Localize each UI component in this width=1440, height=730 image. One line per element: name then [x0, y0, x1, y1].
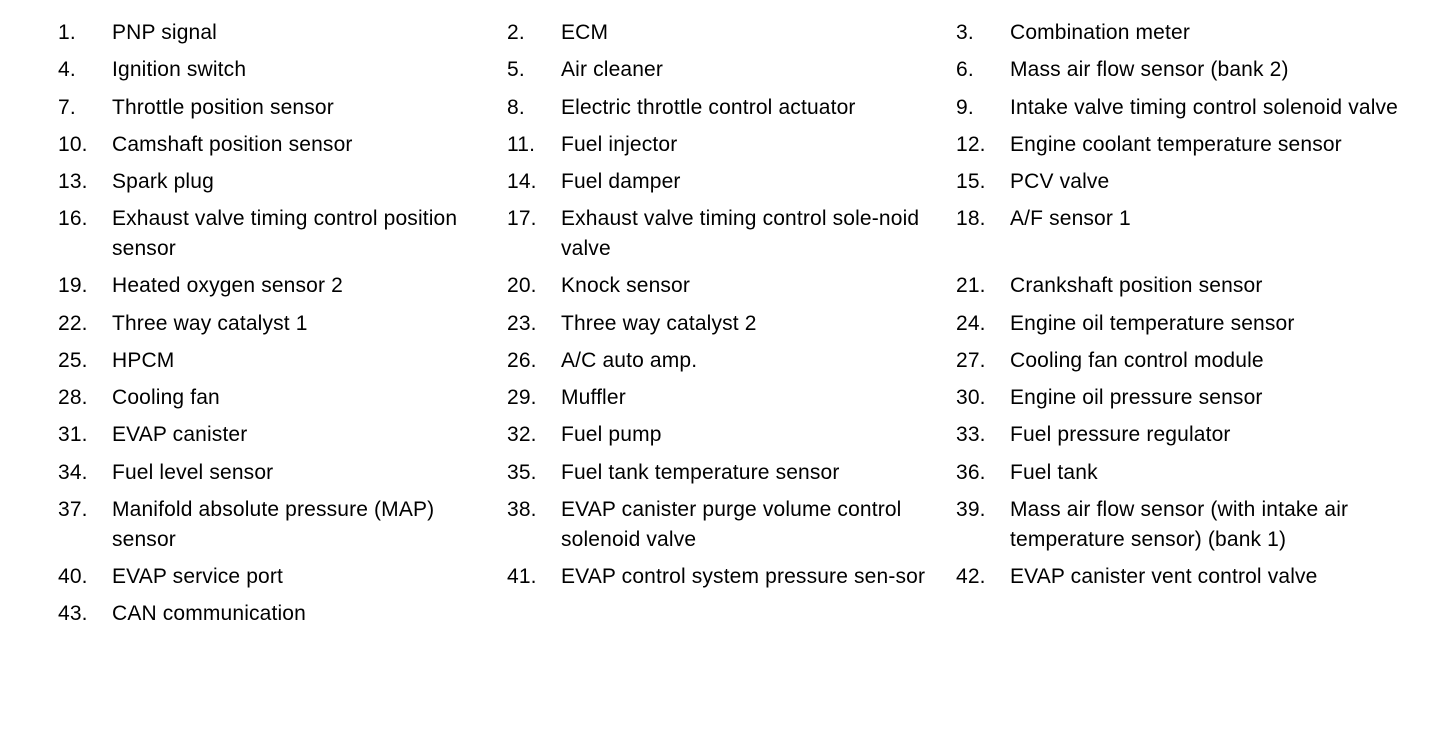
legend-item-label: Spark plug: [112, 170, 214, 194]
legend-item-number: 42.: [956, 564, 986, 588]
legend-item-number: 10.: [58, 132, 88, 156]
legend-item-number: 24.: [956, 311, 986, 335]
legend-item-label: Three way catalyst 1: [112, 311, 308, 335]
legend-item-number: 16.: [58, 207, 88, 231]
legend-item-label: Exhaust valve timing control position sensor: [112, 207, 458, 260]
legend-item-label: Air cleaner: [561, 58, 664, 82]
legend-item-number: 29.: [507, 386, 537, 410]
legend-item-label: A/C auto amp.: [561, 348, 698, 372]
legend-item-number: 31.: [58, 423, 88, 447]
legend-item-label: HPCM: [112, 348, 175, 372]
legend-item: [507, 495, 956, 562]
legend-item-label: PCV valve: [1010, 170, 1110, 194]
legend-item-label: Engine oil pressure sensor: [1010, 386, 1263, 410]
legend-item: [507, 167, 956, 204]
legend-item: [58, 167, 507, 204]
legend-item-number: 25.: [58, 348, 88, 372]
legend-item-number: 2.: [507, 21, 525, 44]
legend-item: [507, 383, 956, 420]
legend-item: [956, 167, 1420, 204]
legend-item-number: 17.: [507, 207, 537, 231]
legend-item-number: 11.: [507, 132, 536, 156]
legend-item-number: 36.: [956, 460, 986, 484]
legend-item-number: 6.: [956, 58, 974, 82]
legend-item-label: Manifold absolute pressure (MAP) sensor: [112, 498, 435, 551]
legend-item: [58, 93, 507, 130]
legend-item: [507, 204, 956, 271]
legend-item-number: 8.: [507, 95, 525, 119]
legend-item-number: 13.: [58, 170, 88, 194]
legend-item-number: 4.: [58, 58, 76, 82]
legend-item: [956, 18, 1420, 55]
legend-item-number: 23.: [507, 311, 537, 335]
legend-item-number: 32.: [507, 423, 537, 447]
legend-item-label: Fuel damper: [561, 170, 681, 194]
legend-item: [956, 420, 1420, 457]
legend-item: [58, 383, 507, 420]
legend-item-label: EVAP service port: [112, 564, 284, 588]
legend-item: [507, 420, 956, 457]
legend-item: [956, 458, 1420, 495]
legend-item: [956, 495, 1420, 562]
legend-item-label: Combination meter: [1010, 21, 1190, 44]
legend-item-number: 7.: [58, 95, 76, 119]
legend-item-number: 30.: [956, 386, 986, 410]
legend-item: [507, 346, 956, 383]
legend-item-label: Fuel tank: [1010, 460, 1098, 484]
legend-item: [58, 420, 507, 457]
legend-item-number: 18.: [956, 207, 986, 231]
legend-item-number: 38.: [507, 498, 537, 522]
legend-item: [956, 55, 1420, 92]
legend-item: [58, 309, 507, 346]
legend-item: [507, 458, 956, 495]
legend-item: [507, 271, 956, 308]
legend-item: [507, 93, 956, 130]
legend-item: [956, 346, 1420, 383]
legend-item-number: 20.: [507, 274, 537, 298]
legend-item: [956, 309, 1420, 346]
legend-item-number: 39.: [956, 498, 986, 522]
legend-item-label: Intake valve timing control solenoid valve: [1010, 95, 1399, 119]
legend-item-label: Fuel injector: [561, 132, 678, 156]
legend-item: [58, 562, 507, 599]
legend-item-number: 40.: [58, 564, 88, 588]
legend-item-number: 3.: [956, 21, 974, 44]
legend-item-label: ECM: [561, 21, 609, 44]
legend-item: [956, 130, 1420, 167]
legend-item-label: Heated oxygen sensor 2: [112, 274, 343, 298]
legend-item-number: 41.: [507, 564, 537, 588]
legend-item-label: Engine coolant temperature sensor: [1010, 132, 1342, 156]
legend-item: [58, 130, 507, 167]
legend-item: [956, 562, 1420, 599]
legend-item: [58, 346, 507, 383]
legend-item-label: EVAP canister vent control valve: [1010, 564, 1318, 588]
legend-item-number: 35.: [507, 460, 537, 484]
legend-item-label: PNP signal: [112, 21, 218, 44]
legend-item-label: Mass air flow sensor (bank 2): [1010, 58, 1289, 82]
legend-item-label: Mass air flow sensor (with intake air temperature sensor) (bank 1): [1010, 498, 1349, 551]
legend-item: [507, 562, 956, 599]
legend-item-number: 14.: [507, 170, 537, 194]
legend-item: [956, 271, 1420, 308]
legend-item-number: 37.: [58, 498, 88, 522]
legend-item-number: 12.: [956, 132, 986, 156]
legend-item-number: 21.: [956, 274, 986, 298]
legend-item: [956, 383, 1420, 420]
legend-item-label: Knock sensor: [561, 274, 691, 298]
legend-item: [507, 55, 956, 92]
legend-item-label: CAN communication: [112, 602, 306, 626]
legend-item-label: Cooling fan control module: [1010, 348, 1264, 372]
legend-item-number: 26.: [507, 348, 537, 372]
legend-item-label: EVAP canister purge volume control solenoid valve: [561, 498, 902, 551]
legend-item-label: Throttle position sensor: [112, 95, 334, 119]
legend-item-number: 1.: [58, 21, 76, 44]
legend-item: [956, 204, 1420, 271]
component-legend: [58, 18, 1420, 636]
legend-item-label: Exhaust valve timing control sole-noid valve: [561, 207, 920, 260]
legend-item-number: 5.: [507, 58, 525, 82]
legend-item-number: 9.: [956, 95, 974, 119]
legend-item: [507, 18, 956, 55]
legend-item: [58, 495, 507, 562]
legend-item-label: Camshaft position sensor: [112, 132, 353, 156]
legend-item-label: Fuel pump: [561, 423, 662, 447]
legend-item-label: Fuel level sensor: [112, 460, 274, 484]
legend-item-label: Ignition switch: [112, 58, 247, 82]
legend-item-label: EVAP control system pressure sen-sor: [561, 564, 926, 588]
legend-item: [58, 599, 507, 636]
legend-item: [507, 309, 956, 346]
legend-item-label: Crankshaft position sensor: [1010, 274, 1263, 298]
legend-item: [58, 271, 507, 308]
legend-item-number: 43.: [58, 602, 88, 626]
legend-item-label: Cooling fan: [112, 386, 220, 410]
legend-item: [58, 55, 507, 92]
legend-item-number: 34.: [58, 460, 88, 484]
legend-item-label: Muffler: [561, 386, 626, 410]
legend-item-label: A/F sensor 1: [1010, 207, 1131, 231]
legend-item-number: 33.: [956, 423, 986, 447]
legend-item: [58, 458, 507, 495]
legend-item: [58, 204, 507, 271]
legend-item-label: EVAP canister: [112, 423, 248, 447]
legend-item-number: 22.: [58, 311, 88, 335]
legend-item: [58, 18, 507, 55]
legend-item: [507, 130, 956, 167]
legend-item-label: Engine oil temperature sensor: [1010, 311, 1295, 335]
legend-item: [956, 93, 1420, 130]
legend-item-label: Three way catalyst 2: [561, 311, 757, 335]
legend-item-number: 27.: [956, 348, 986, 372]
legend-item-label: Fuel pressure regulator: [1010, 423, 1231, 447]
legend-item-number: 15.: [956, 170, 986, 194]
legend-item-label: Fuel tank temperature sensor: [561, 460, 840, 484]
legend-item-number: 28.: [58, 386, 88, 410]
legend-item-label: Electric throttle control actuator: [561, 95, 856, 119]
legend-item-number: 19.: [58, 274, 88, 298]
